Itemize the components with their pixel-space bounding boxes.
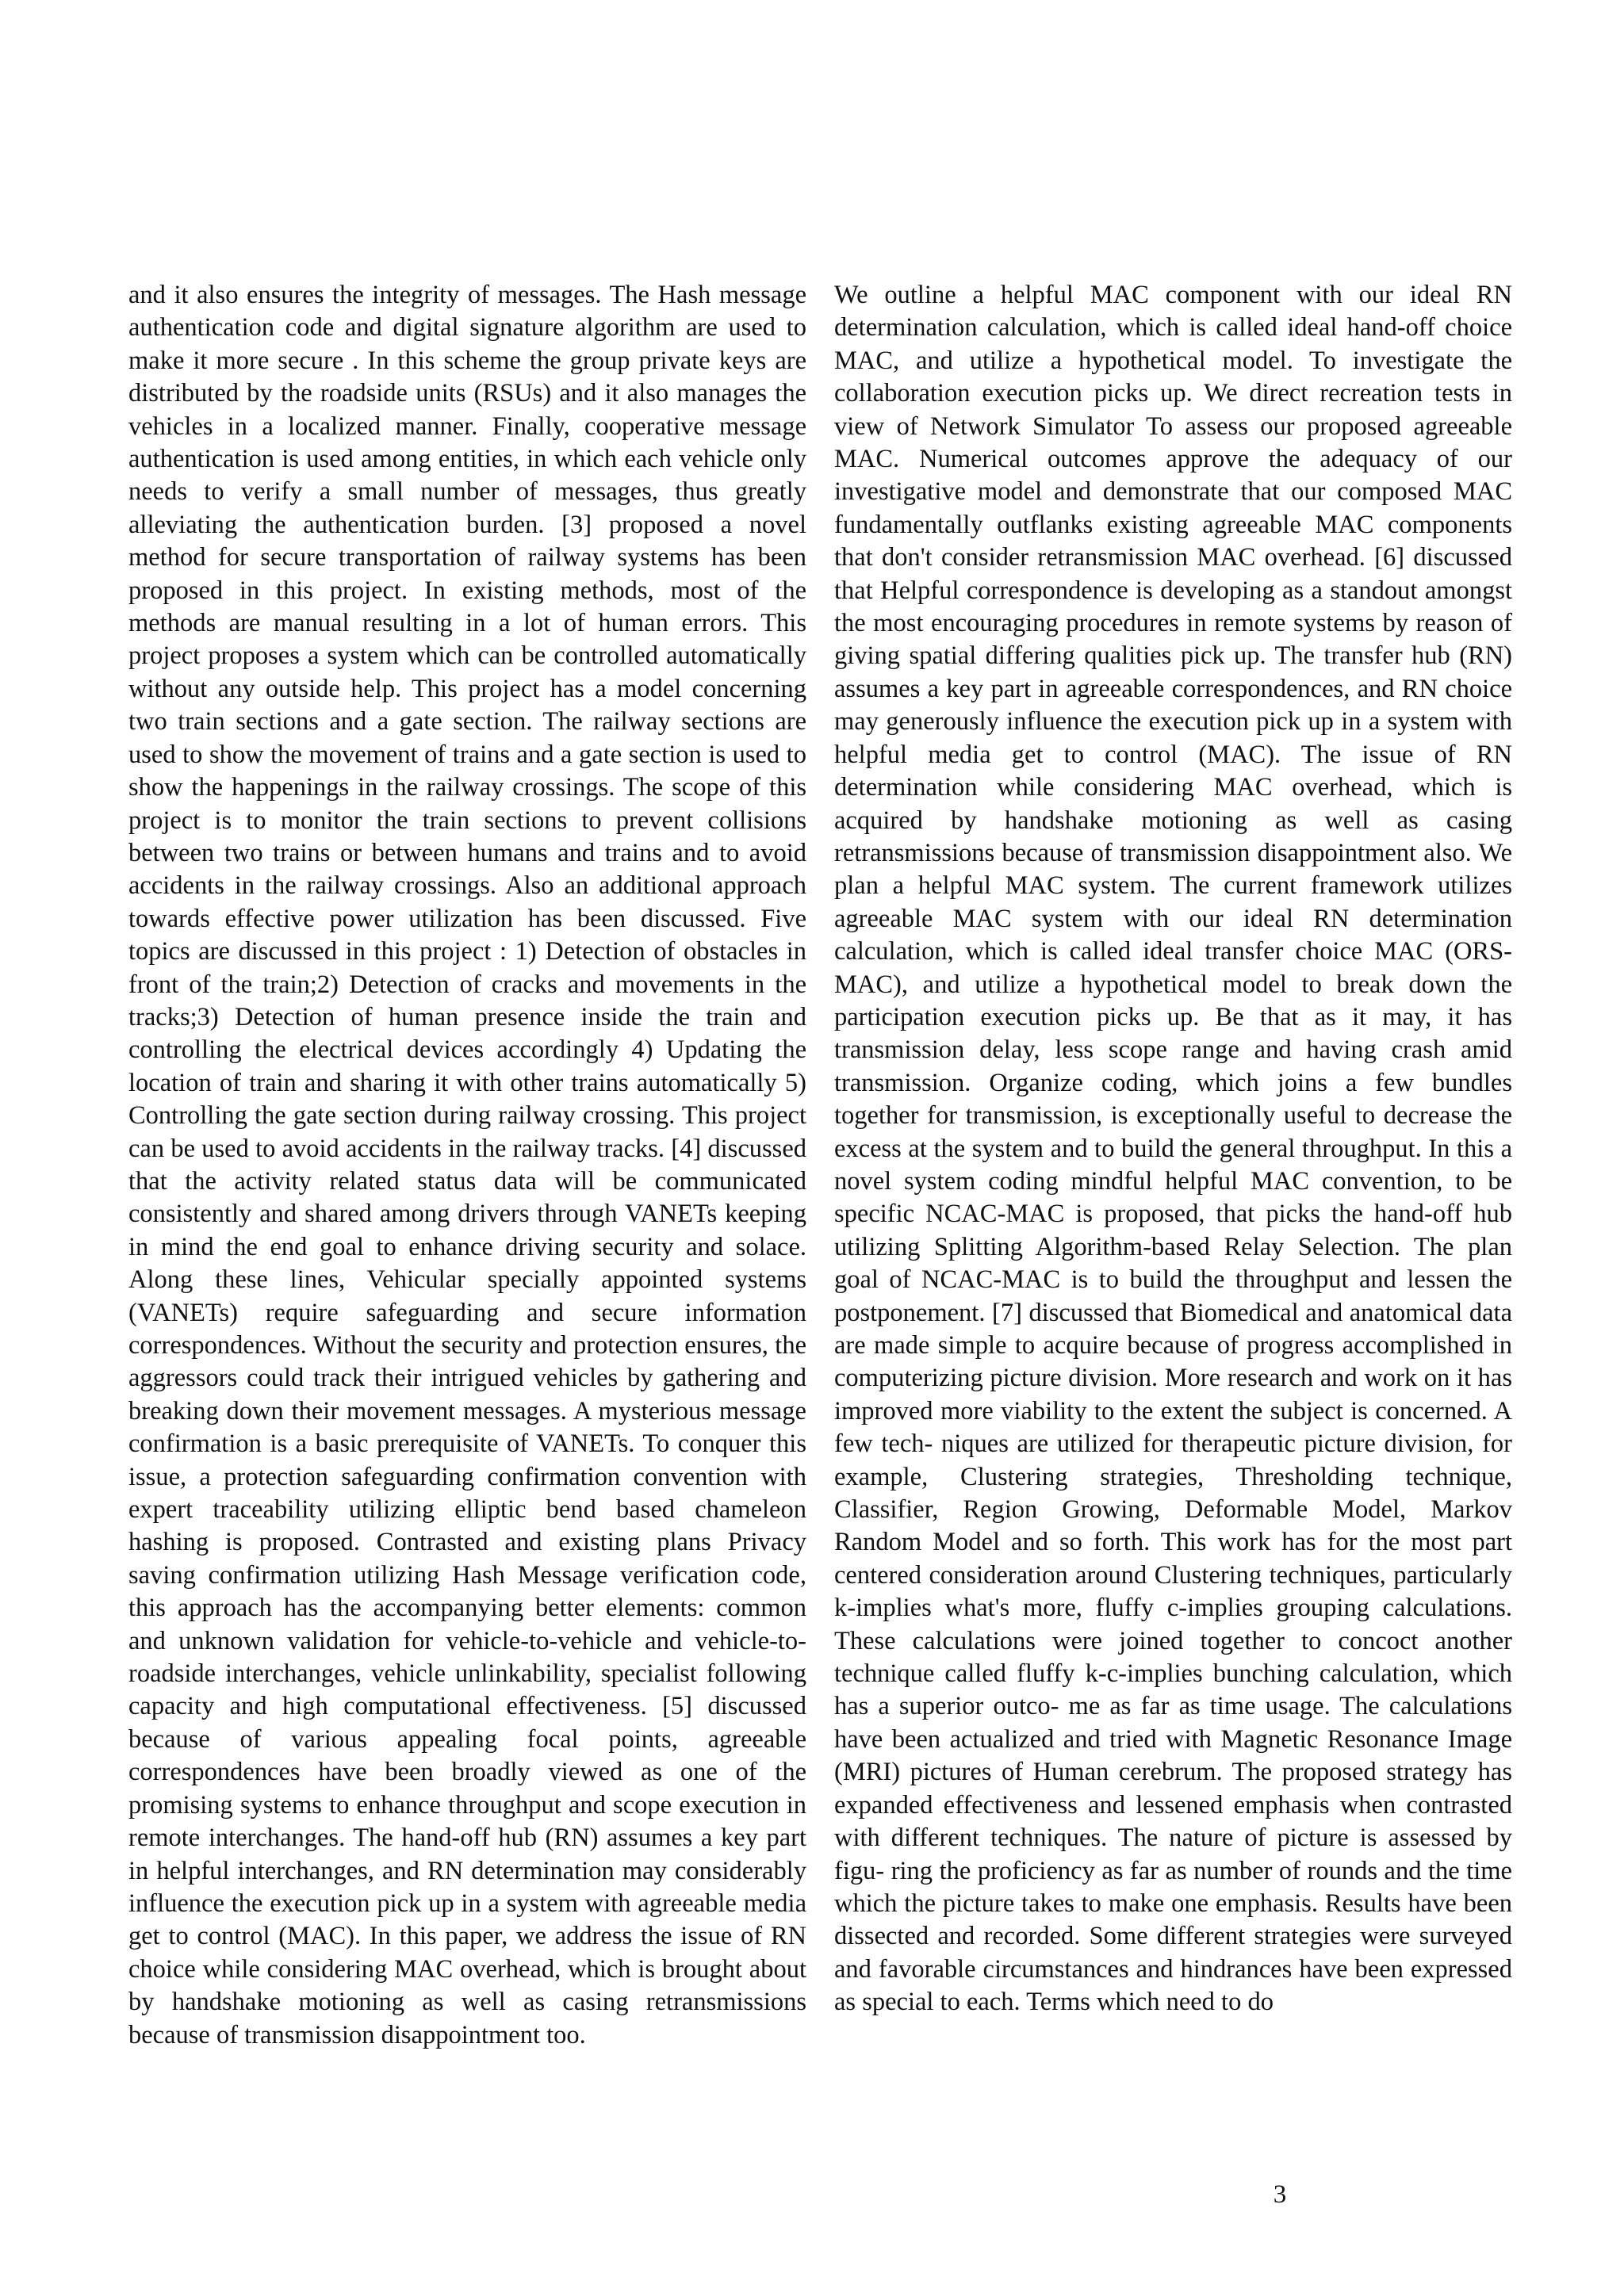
right-column-text: We outline a helpful MAC component with our ideal RN determination calculation, which is called ideal hand-off choice MAC, and utilize a hypothetical model. To investigate the collaboration execution picks up. We direct recreation tests in view of Network Simulator To assess our proposed agreeable MAC. Numerical outcomes approve the adequacy of our investigative model and demonstrate that our composed MAC fundamentally outflanks existing agreeable MAC components that don't consider retransmission MAC overhead. [6] discussed that Helpful correspondence is developing as a standout amongst the most encouraging procedures in remote systems by reason of giving spatial differing qualities pick up. The transfer hub (RN) assumes a key part in agreeable correspondences, and RN choice may generously influence the execution pick up in a system with helpful media get to control (MAC). The issue of RN determination while considering MAC overhead, which is acquired by handshake motioning as well as casing retransmissions because of transmission disappointment also. We plan a helpful MAC system. The current framework utilizes agreeable MAC system with our ideal RN determination calculation, which is called ideal transfer choice MAC (ORS-MAC), and utilize a hypothetical model to break down the participation execution picks up. Be that as it may, it has transmission delay, less scope range and having crash amid transmission. Organize coding, which joins a few bundles together for transmission, is exceptionally useful to decrease the excess at the system and to build the general throughput. In this a novel system coding mindful helpful MAC convention, to be specific NCAC-MAC is proposed, that picks the hand-off hub utilizing Splitting Algorithm-based Relay Selection. The plan goal of NCAC-MAC is to build the throughput and lessen the postponement. [7] discussed that Biomedical and anatomical data are made simple to acquire because of progress accomplished in computerizing picture division. More research and work on it has improved more viability to the extent the subject is concerned. A few tech- niques are utilized for therapeutic picture division, for example, Clustering strategies, Thresholding technique, Classifier, Region Growing, Deformable Model, Markov Random Model and so forth. This work has for the most part centered consideration around Clustering techniques, particularly k-implies what's more, fluffy c-implies grouping calculations. These calculations were joined together to concoct another technique called fluffy k-c-implies bunching calculation, which has a superior outco- me as far as time usage. The calculations have been actualized and tried with Magnetic Resonance Image (MRI) pictures of Human cerebrum. The proposed strategy has expanded effectiveness and lessened emphasis when contrasted with different techniques. The nature of picture is assessed by figu- ring the proficiency as far as number of rounds and the time which the picture takes to make one emphasis. Results have been dissected and recorded. Some different strategies were surveyed and favorable circumstances and hindrances have been expressed as special to each. Terms which need to do bbox=[834, 281, 1512, 2017]
right-column bbox=[834, 279, 1512, 2019]
left-column-text: and it also ensures the integrity of messages. The Hash message authentication code and digital signature algorithm are used to make it more secure . In this scheme the group private keys are distributed by the roadside units (RSUs) and it also manages the vehicles in a localized manner. Finally, cooperative message authentication is used among entities, in which each vehicle only needs to verify a small number of messages, thus greatly alleviating the authentication burden. [3] proposed a novel method for secure transportation of railway systems has been proposed in this project. In existing methods, most of the methods are manual resulting in a lot of human errors. This project proposes a system which can be controlled automatically without any outside help. This project has a model concerning two train sections and a gate section. The railway sections are used to show the movement of trains and a gate section is used to show the happenings in the railway crossings. The scope of this project is to monitor the train sections to prevent collisions between two trains or between humans and trains and to avoid accidents in the railway crossings. Also an additional approach towards effective power utilization has been discussed. Five topics are discussed in this project : 1) Detection of obstacles in front of the train;2) Detection of cracks and movements in the tracks;3) Detection of human presence inside the train and controlling the electrical devices accordingly 4) Updating the location of train and sharing it with other trains automatically 5) Controlling the gate section during railway crossing. This project can be used to avoid accidents in the railway tracks. [4] discussed that the activity related status data will be communicated consistently and shared among drivers through VANETs keeping in mind the end goal to enhance driving security and solace. Along these lines, Vehicular specially appointed systems (VANETs) require safeguarding and secure information correspondences. Without the security and protection ensures, the aggressors could track their intrigued vehicles by gathering and breaking down their movement messages. A mysterious message confirmation is a basic prerequisite of VANETs. To conquer this issue, a protection safeguarding confirmation convention with expert traceability utilizing elliptic bend based chameleon hashing is proposed. Contrasted and existing plans Privacy saving confirmation utilizing Hash Message verification code, this approach has the accompanying better elements: common and unknown validation for vehicle-to-vehicle and vehicle-to-roadside interchanges, vehicle unlinkability, specialist following capacity and high computational effectiveness. [5] discussed because of various appealing focal points, agreeable correspondences have been broadly viewed as one of the promising systems to enhance throughput and scope execution in remote interchanges. The hand-off hub (RN) assumes a key part in helpful interchanges, and RN determination may considerably influence the execution pick up in a system with agreeable media get to control (MAC). In this paper, we address the issue of RN choice while considering MAC overhead, which is brought about by handshake motioning as well as casing retransmissions because of transmission disappointment too. bbox=[128, 281, 806, 2049]
page-number: 3 bbox=[1273, 2180, 1287, 2209]
left-column bbox=[128, 279, 806, 2052]
